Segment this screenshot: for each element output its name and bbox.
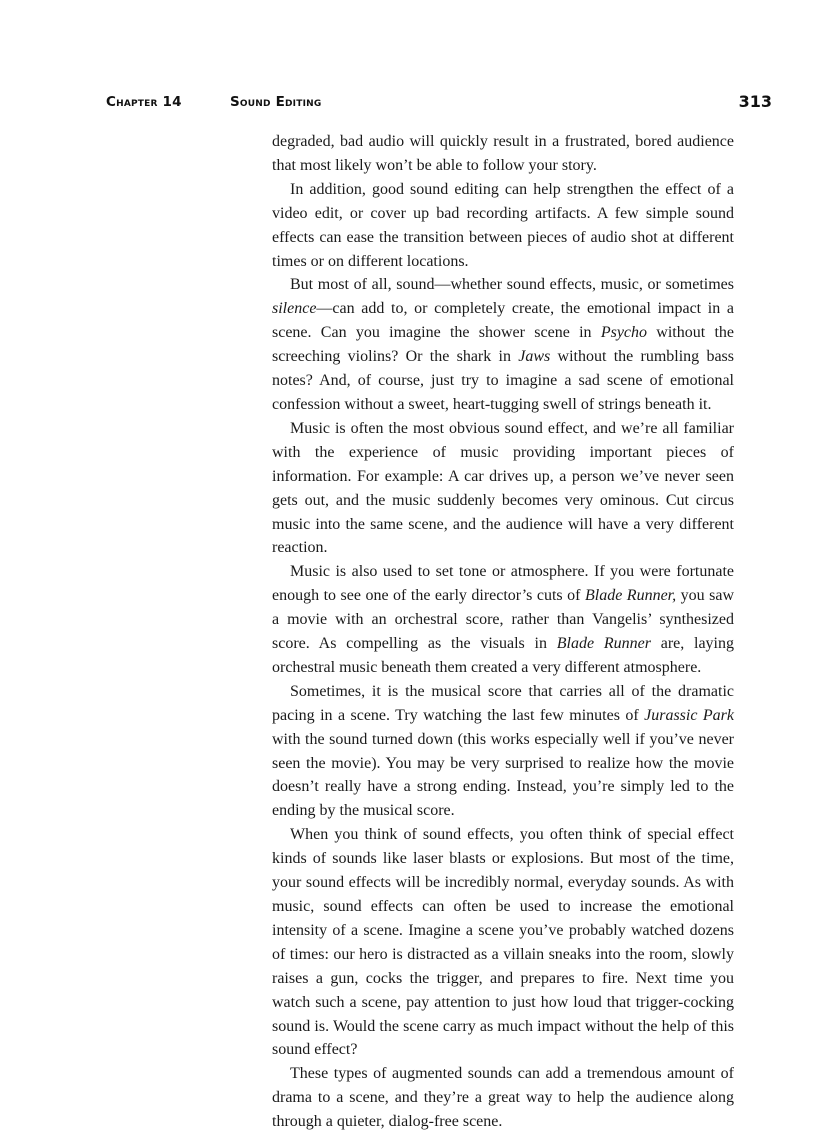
page-number: 313 (738, 92, 772, 111)
text-run: When you think of sound effects, you often think of special effect kinds of sounds like laser blasts or explosions. But most of the time, your sound effects will be incredibly normal, everyday sounds. As with music, sound effects can often be used to increase the emotional intensity of a scene. Imagine a scene you’ve probably watched dozens of times: our hero is distracted as a villain sneaks into the room, slowly raises a gun, cocks the trigger, and prepares to fire. Next time you watch such a scene, pay attention to just how loud that trigger-cocking sound is. Would the scene carry as much impact without the help of this sound effect? (272, 826, 734, 1059)
italic-text: Blade Runner (556, 635, 651, 653)
text-run: Music is often the most obvious sound effect, and we’re all familiar with the experience of music providing important pieces of information. For example: A car drives up, a person we’ve never seen gets out, and the music suddenly becomes very ominous. Cut circus music into the same scene, and the audience will have a very different reaction. (272, 419, 734, 557)
text-run: degraded, bad audio will quickly result in a frustrated, bored audience that most likely won’t be able to follow your story. (272, 133, 734, 174)
paragraph-continued (272, 130, 734, 178)
paragraph (272, 680, 734, 823)
italic-text: Jurassic Park (644, 706, 734, 724)
text-run: without the rumbling bass notes? And, of course, just try to imagine a sad scene of emotional confession without a sweet, heart-tugging swell of strings beneath it. (272, 348, 734, 413)
italic-text: Jaws (518, 348, 551, 366)
running-head (106, 92, 772, 114)
body-text (272, 130, 734, 1134)
text-run: with the sound turned down (this works especially well if you’ve never seen the movie). You may be very surprised to realize how the movie doesn’t really have a strong ending. Instead, you’re simply led to the ending by the musical score. (272, 730, 734, 820)
paragraph (272, 560, 734, 680)
text-run: are, laying orchestral music beneath them created a very different atmosphere. (272, 635, 735, 676)
paragraph (272, 823, 734, 1062)
paragraph (272, 273, 734, 416)
paragraph (272, 1062, 734, 1134)
chapter-label: Chapter 14 (106, 94, 182, 110)
italic-text: Blade Runner, (584, 587, 677, 605)
text-run: In addition, good sound editing can help strengthen the effect of a video edit, or cover up bad recording artifacts. A few simple sound effects can ease the transition between pieces of audio shot at different times or on different locations. (272, 180, 734, 270)
text-run: —can add to, or completely create, the emotional impact in a scene. Can you imagine the shower scene in (272, 300, 734, 342)
text-run: Sometimes, it is the musical score that carries all of the dramatic pacing in a scene. Try watching the last few minutes of (272, 682, 734, 724)
text-run: without the screeching violins? Or the shark in (272, 324, 735, 366)
chapter-title: Sound Editing (230, 94, 322, 110)
text-run: These types of augmented sounds can add a tremendous amount of drama to a scene, and they’re a great way to help the audience along through a quieter, dialog-free scene. (272, 1065, 734, 1131)
italic-text: Psycho (600, 324, 648, 342)
paragraph (272, 417, 734, 560)
paragraph (272, 178, 734, 274)
text-run: But most of all, sound—whether sound effects, music, or sometimes (290, 276, 734, 294)
text-run: Music is also used to set tone or atmosphere. If you were fortunate enough to see one of the early director’s cuts of (272, 563, 734, 605)
italic-text: silence (272, 300, 317, 318)
text-run: you saw a movie with an orchestral score, rather than Vangelis’ synthesized score. As compelling as the visuals in (272, 587, 735, 653)
